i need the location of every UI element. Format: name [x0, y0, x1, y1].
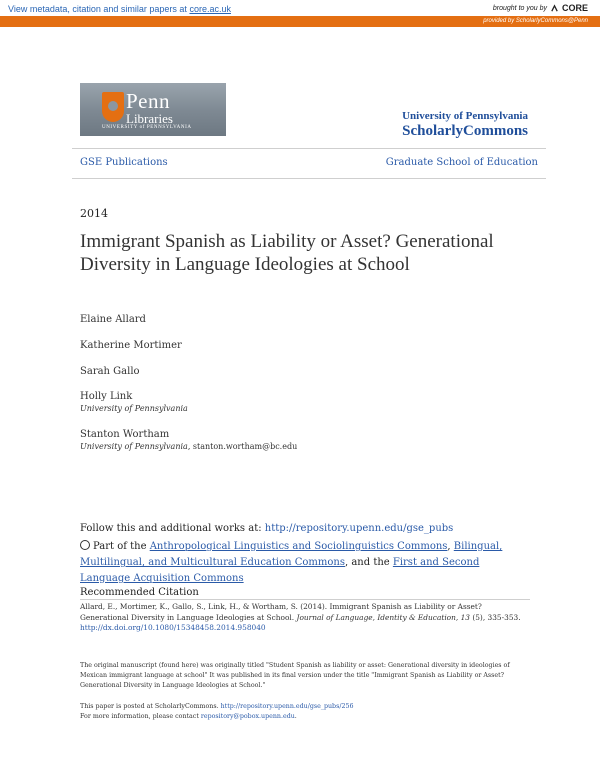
follow-line: [80, 523, 453, 534]
provider-bar: [0, 16, 600, 27]
metadata-prefix: View metadata, citation and similar papers at: [8, 4, 190, 14]
graduate-school-link[interactable]: Graduate School of Education: [385, 157, 538, 168]
brought-to-you[interactable]: [493, 3, 588, 13]
part-of-section: [80, 539, 530, 587]
provided-by[interactable]: provided by ScholarlyCommons@Penn: [483, 18, 588, 24]
language-acquisition-link[interactable]: First and Second Language Acquisition Commons: [80, 557, 480, 584]
posted-line: [80, 702, 530, 712]
divider: [80, 599, 530, 600]
logo-penn: Penn: [126, 89, 170, 113]
author-name: Stanton Wortham: [80, 429, 170, 440]
affiliation-text: University of Pennsylvania: [80, 442, 188, 451]
doi-link[interactable]: http://dx.doi.org/10.1080/15348458.2014.958040: [80, 623, 266, 632]
recommended-citation-heading: Recommended Citation: [80, 587, 199, 598]
citation-part-b: (5), 335-353.: [470, 612, 521, 622]
citation-part-a: Allard, E., Mortimer, K., Gallo, S., Link, H., & Wortham, S. (2014). Immigrant Spanish as Liability or Asset? Generational Diversity in Language Ideologies at School.: [80, 602, 482, 622]
gse-publications-link[interactable]: GSE Publications: [80, 157, 168, 168]
core-link[interactable]: core.ac.uk: [189, 4, 231, 14]
bilingual-education-link[interactable]: Bilingual, Multilingual, and Multicultural Education Commons: [80, 541, 503, 568]
publication-year: 2014: [80, 207, 108, 220]
scholarly-commons-header[interactable]: [402, 110, 528, 140]
author-name: Katherine Mortimer: [80, 340, 182, 351]
brought-label: brought to you by: [492, 4, 547, 12]
paper-link[interactable]: http://repository.upenn.edu/gse_pubs/256: [220, 703, 354, 710]
citation-journal: Journal of Language, Identity & Education, 13: [296, 612, 470, 622]
contact-prefix: For more information, please contact: [80, 713, 201, 720]
university-name: University of Pennsylvania: [402, 110, 528, 122]
follow-text: Follow this and additional works at:: [80, 523, 265, 534]
divider: [72, 148, 546, 149]
posted-prefix: This paper is posted at ScholarlyCommons.: [80, 703, 221, 710]
anthropological-linguistics-link[interactable]: Anthropological Linguistics and Sociolinguistics Commons: [149, 541, 448, 552]
contact-email-link[interactable]: repository@pobox.upenn.edu: [200, 713, 295, 720]
core-brand: CORE: [561, 3, 588, 13]
view-metadata-link[interactable]: [8, 4, 231, 14]
penn-libraries-logo[interactable]: [80, 83, 226, 136]
core-logo-icon: [550, 4, 559, 13]
separator: ,: [447, 541, 454, 552]
repository-link[interactable]: http://repository.upenn.edu/gse_pubs: [264, 523, 454, 534]
logo-libraries: Libraries: [126, 111, 173, 126]
author-email: , stanton.wortham@bc.edu: [187, 442, 298, 451]
author-name: Holly Link: [80, 391, 133, 402]
manuscript-note: The original manuscript (found here) was originally titled "Student Spanish as liability or asset: Generational diversity in ideologies of Mexican immigrant language at school" It was published in its final version under the title "Immigrant Spanish as Liability or Asset? Generational Diversity in Language Ideologies at School.": [80, 662, 510, 689]
separator: , and the: [344, 557, 393, 568]
part-of-prefix: Part of the: [93, 541, 150, 552]
contact-suffix: .: [294, 713, 297, 720]
author-affiliation: University of Pennsylvania: [80, 404, 188, 413]
author-name: Elaine Allard: [80, 314, 146, 325]
author-affiliation: [80, 442, 297, 451]
posted-info: [80, 702, 530, 722]
citation-text: [80, 602, 530, 634]
penn-shield-icon: [102, 92, 124, 122]
divider: [72, 178, 546, 179]
author-name: Sarah Gallo: [80, 366, 140, 377]
scholarly-commons-title: ScholarlyCommons: [402, 123, 528, 139]
commons-icon: [80, 540, 90, 550]
paper-title: Immigrant Spanish as Liability or Asset? Generational Diversity in Language Ideologies at School: [80, 231, 494, 275]
logo-subtitle: UNIVERSITY of PENNSYLVANIA: [102, 125, 192, 130]
contact-line: [80, 712, 530, 722]
